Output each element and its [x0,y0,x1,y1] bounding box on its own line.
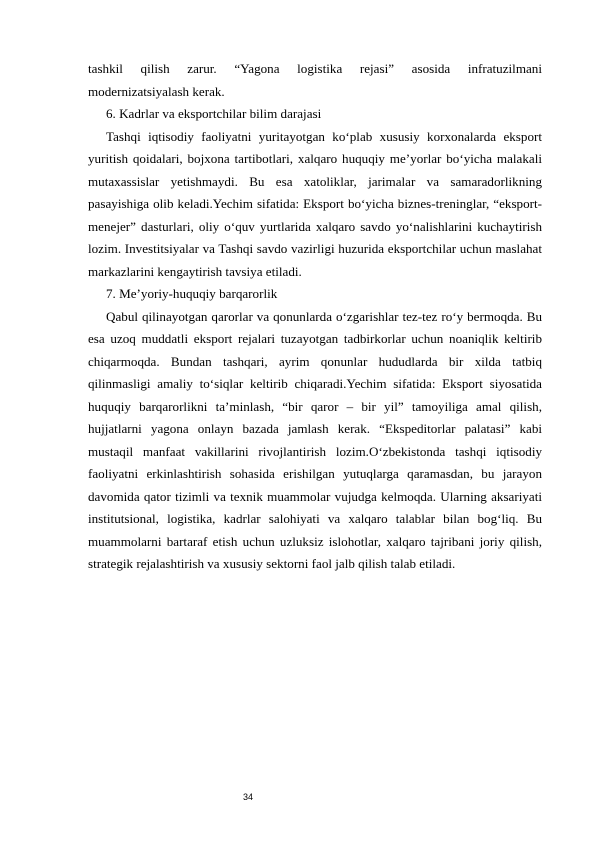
paragraph-meyoriy: Qabul qilinayotgan qarorlar va qonunlarda o‘zgarishlar tez-tez ro‘y bermoqda. Bu esa uzoq muddatli eksport rejalari tuzayotgan tadbirkorlar uchun noaniqlik keltirib chiqarmoqda. Bundan tashqari, ayrim qonunlar hududlarda bir xilda tatbiq qilinmasligi amaliy to‘siqlar keltirib chiqaradi.Yechim sifatida: Eksport siyosatida huquqiy barqarorlikni ta’minlash, “bir qaror – bir yil” tamoyiliga amal qilish, hujjatlarni yagona onlayn bazada jamlash kerak. “Ekspeditorlar palatasi” kabi mustaqil manfaat vakillarini rivojlantirish lozim.O‘zbekistonda tashqi iqtisodiy faoliyatni erkinlashtirish sohasida erishilgan yutuqlarga qaramasdan, bu jarayon davomida qator tizimli va texnik muammolar vujudga kelmoqda. Ularning aksariyati institutsional, logistika, kadrlar salohiyati va xalqaro talablar bilan bog‘liq. Bu muammolarni bartaraf etish uchun uzluksiz islohotlar, xalqaro tajribani joriy qilish, strategik rejalashtirish va xususiy sektorni faol jalb qilish talab etiladi. [88,308,542,571]
page-number: 34 [243,792,254,802]
document-body [88,58,542,576]
section-heading-7: 7. Me’yoriy-huquqiy barqarorlik [106,286,278,301]
paragraph-kadrlar: Tashqi iqtisodiy faoliyatni yuritayotgan ko‘plab xususiy korxonalarda eksport yuritish qoidalari, bojxona tartibotlari, xalqaro huquqiy me’yorlar bo‘yicha malakali mutaxassislar yetishmaydi. Bu esa xatoliklar, jarimalar va samaradorlikning pasayishiga olib keladi.Yechim sifatida: Eksport bo‘yicha biznes-treninglar, “eksport-menejer” dasturlari, oliy o‘quv yurtlarida xalqaro savdo yo‘nalishlarini kuchaytirish lozim. Investitsiyalar va Tashqi savdo vazirligi huzurida eksportchilar uchun maslahat markazlarini kengaytirish tavsiya etiladi. [88,128,542,279]
paragraph-continuation: tashkil qilish zarur. “Yagona logistika rejasi” asosida infratuzilmani modernizatsiyalash kerak. [88,61,542,99]
section-heading-6: 6. Kadrlar va eksportchilar bilim darajasi [106,106,322,121]
